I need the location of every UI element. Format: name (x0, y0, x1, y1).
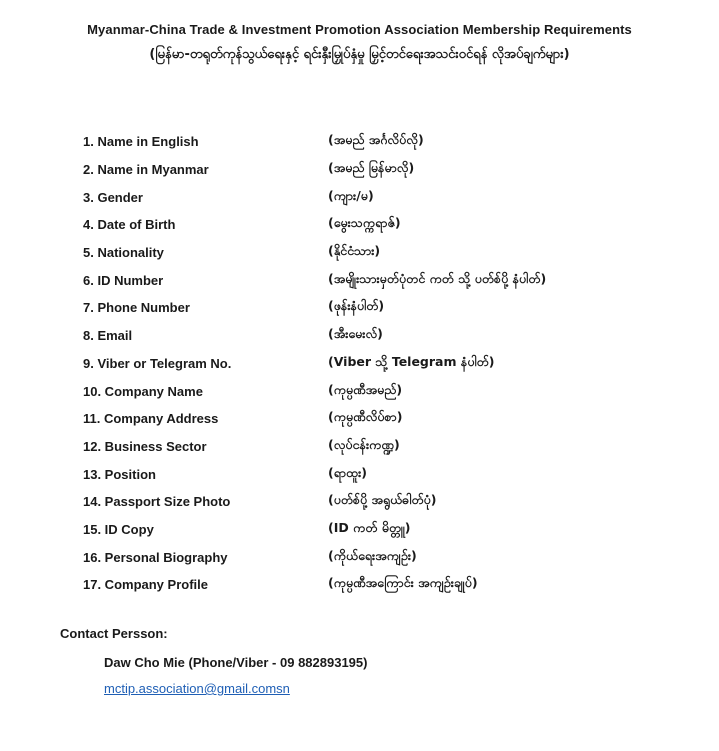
requirement-row (83, 350, 703, 378)
requirement-myanmar: (အမည် မြန်မာလို) (328, 160, 415, 176)
document-title: Myanmar-China Trade & Investment Promotion Association Membership Requirements (87, 22, 632, 37)
requirement-myanmar: (ကျား/မ) (328, 187, 374, 203)
requirement-myanmar: (ဖုန်းနံပါတ်) (328, 298, 385, 314)
requirement-row (83, 433, 703, 461)
requirement-myanmar: (Viber သို့ Telegram နံပါတ်) (328, 353, 495, 369)
requirement-row (83, 239, 703, 267)
requirement-myanmar: (ID ကတ် မိတ္တူ) (328, 519, 411, 535)
requirement-row (83, 405, 703, 433)
requirement-myanmar: (ကုမ္ပဏီလိပ်စာ) (328, 409, 403, 425)
contact-person-label: Contact Persson: (60, 626, 168, 641)
requirement-row (83, 460, 703, 488)
requirement-row (83, 294, 703, 322)
requirement-myanmar: (လုပ်ငန်းကဏ္ဍ) (328, 436, 400, 452)
requirement-row (83, 377, 703, 405)
requirement-english: 13. Position (83, 466, 156, 482)
requirement-row (83, 183, 703, 211)
requirement-english: 16. Personal Biography (83, 549, 228, 565)
requirement-myanmar: (ကိုယ်ရေးအကျဉ်း) (328, 547, 417, 563)
requirements-list (83, 128, 703, 599)
requirement-english: 10. Company Name (83, 383, 203, 399)
requirement-myanmar: (အမျိုးသားမှတ်ပုံတင် ကတ် သို့ ပတ်စ်ပို့ နံပါတ်) (328, 270, 547, 286)
requirement-myanmar: (ကုမ္ပဏီအမည်) (328, 381, 403, 397)
requirement-english: 9. Viber or Telegram No. (83, 355, 232, 371)
requirement-english: 1. Name in English (83, 134, 199, 150)
requirement-myanmar: (ကုမ္ပဏီအကြောင်း အကျဉ်းချုပ်) (328, 575, 478, 591)
requirement-myanmar: (အမည် အင်္ဂလိပ်လို) (328, 132, 424, 148)
requirement-row (83, 543, 703, 571)
requirement-row (83, 156, 703, 184)
document-subtitle-myanmar: (မြန်မာ-တရုတ်ကုန်သွယ်ရေးနှင့် ရင်းနှီးမြှုပ်နှံမှု မြှင့်တင်ရေးအသင်းဝင်ရန် လိုအပ်ချက်များ) (149, 47, 570, 62)
requirement-english: 3. Gender (83, 189, 143, 205)
requirement-row (83, 266, 703, 294)
requirement-myanmar: (အီးမေးလ်) (328, 326, 383, 342)
requirement-english: 4. Date of Birth (83, 217, 176, 233)
requirement-row (83, 211, 703, 239)
requirement-row (83, 488, 703, 516)
requirement-row (83, 516, 703, 544)
requirement-myanmar: (ပတ်စ်ပို့ အရွယ်ဓါတ်ပုံ) (328, 492, 437, 508)
requirement-english: 2. Name in Myanmar (83, 162, 209, 178)
requirement-english: 12. Business Sector (83, 438, 207, 454)
requirement-english: 15. ID Copy (83, 521, 154, 537)
requirement-myanmar: (ရာထူး) (328, 464, 368, 480)
requirement-english: 17. Company Profile (83, 577, 208, 593)
requirement-english: 14. Passport Size Photo (83, 494, 231, 510)
contact-person-details: Daw Cho Mie (Phone/Viber - 09 882893195) (104, 655, 368, 670)
requirement-row (83, 128, 703, 156)
requirement-myanmar: (နိုင်ငံသား) (328, 243, 381, 259)
requirement-english: 6. ID Number (83, 272, 164, 288)
requirement-english: 11. Company Address (83, 411, 219, 427)
requirement-english: 8. Email (83, 328, 133, 344)
requirement-english: 5. Nationality (83, 245, 164, 261)
requirement-row (83, 571, 703, 599)
contact-email-link[interactable]: mctip.association@gmail.comsn (104, 681, 290, 696)
requirement-english: 7. Phone Number (83, 300, 190, 316)
requirement-row (83, 322, 703, 350)
requirement-myanmar: (မွေးသက္ကရာဇ်) (328, 215, 401, 231)
